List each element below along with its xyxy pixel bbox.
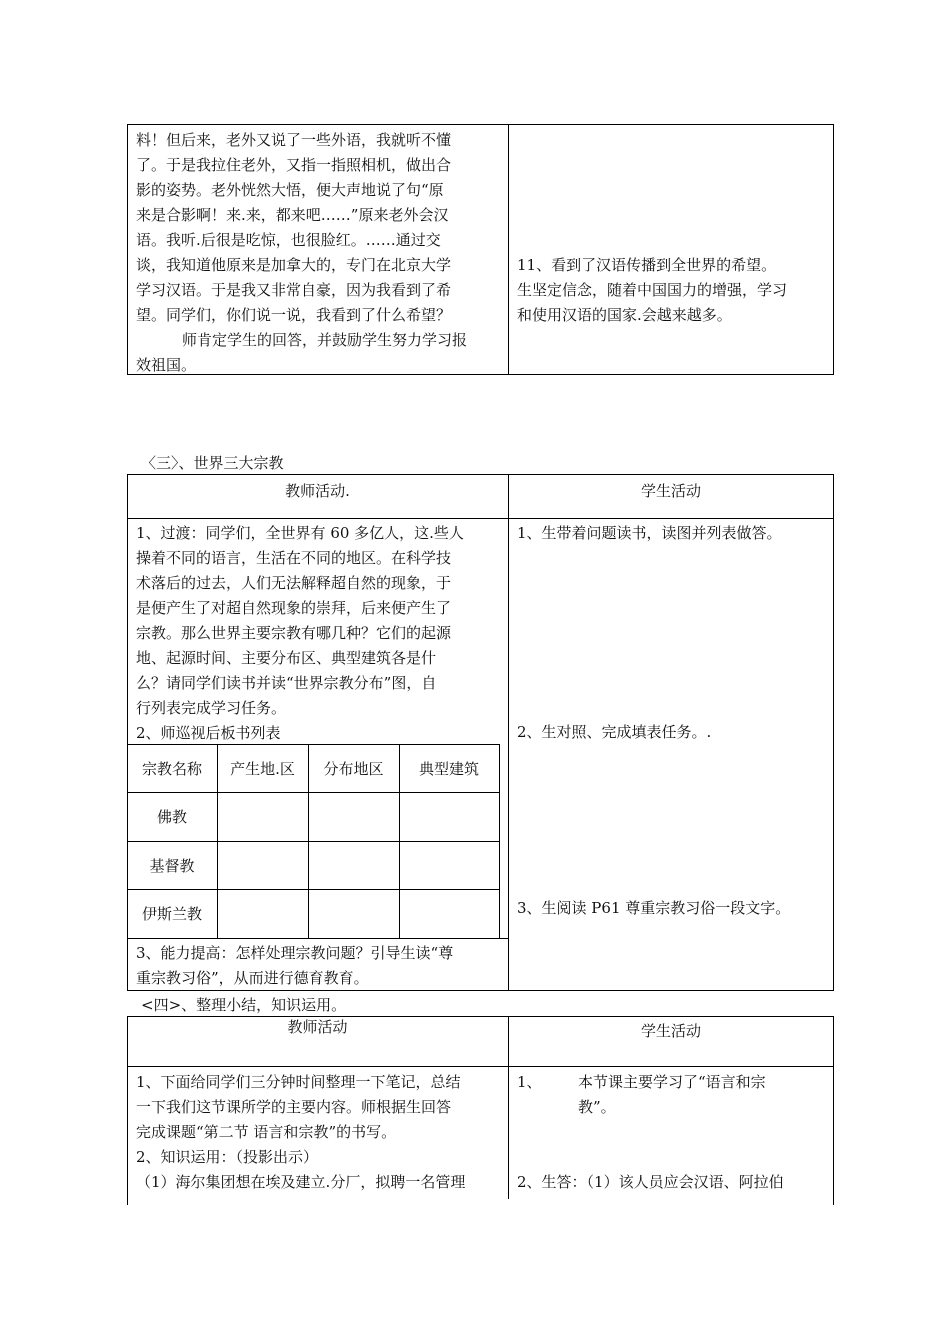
text-line: 望。同学们，你们说一说，我看到了什么希望？ bbox=[136, 306, 452, 324]
text-line: 本节课主要学习了“语言和宗 bbox=[578, 1073, 766, 1091]
religion-student-item-1: 1、生带着问题读书，读图并列表做答。 bbox=[517, 524, 782, 542]
teacher-activity-header: 教师活动. bbox=[285, 482, 350, 500]
text-line: 学习汉语。于是我又非常自豪，因为我看到了希 bbox=[136, 281, 452, 299]
summary-teacher-cell bbox=[136, 1070, 504, 1195]
text-line: 地、起源时间、主要分布区、典型建筑各是什 bbox=[136, 649, 437, 667]
text-line: 宗教。那么世界主要宗教有哪几种？它们的起源 bbox=[136, 624, 452, 642]
text-line: 谈，我知道他原来是加拿大的，专门在北京大学 bbox=[136, 256, 452, 274]
text-line: 生坚定信念，随着中国国力的增强，学习 bbox=[517, 281, 788, 299]
text-line: （1）海尔集团想在埃及建立.分厂，拟聘一名管理 bbox=[136, 1173, 466, 1191]
section3-heading: 〈三〉、世界三大宗教 bbox=[141, 454, 284, 472]
text-line: 是便产生了对超自然现象的崇拜，后来便产生了 bbox=[136, 599, 452, 617]
text-line: 1、下面给同学们三分钟时间整理一下笔记，总结 bbox=[136, 1073, 461, 1091]
religion-teacher-cell bbox=[136, 521, 504, 746]
text-line: 语。我听.后很是吃惊，也很脸红。……通过交 bbox=[136, 231, 441, 249]
inner-table-bottom bbox=[127, 938, 508, 939]
student-activity-header: 学生活动 bbox=[640, 482, 701, 500]
continuation-student-cell bbox=[517, 253, 829, 328]
inner-header-religion-name: 宗教名称 bbox=[141, 759, 202, 778]
text-line: 一下我们这节课所学的主要内容。师根据生回答 bbox=[136, 1098, 452, 1116]
religion-student-item-2: 2、生对照、完成填表任务。. bbox=[517, 723, 712, 741]
religion-table-divider bbox=[508, 474, 509, 991]
summary-teacher-header: 教师活动 bbox=[287, 1018, 348, 1036]
inner-header-architecture: 典型建筑 bbox=[418, 759, 479, 778]
text-line: 1、过渡：同学们，全世界有 60 多亿人，这.些人 bbox=[136, 524, 464, 542]
religion-table-header-rule bbox=[127, 518, 834, 519]
text-line: 影的姿势。老外恍然大悟，便大声地说了句“原 bbox=[136, 181, 444, 199]
inner-table-col-rule bbox=[499, 744, 500, 938]
text-line: 行列表完成学习任务。 bbox=[136, 699, 287, 717]
summary-student-item-1-number: 1、 bbox=[517, 1073, 542, 1091]
inner-header-origin: 产生地.区 bbox=[230, 759, 295, 778]
text-line: 2、师巡视后板书列表 bbox=[136, 724, 281, 742]
summary-student-item-1 bbox=[578, 1070, 830, 1120]
text-line: 么？请同学们读书并读“世界宗教分布”图，自 bbox=[136, 674, 437, 692]
text-line: 来是合影啊！来.来，都来吧……”原来老外会汉 bbox=[136, 206, 449, 224]
inner-row-christianity: 基督教 bbox=[149, 856, 195, 875]
text-line: 术落后的过去，人们无法解释超自然的现象，于 bbox=[136, 574, 452, 592]
text-line: 和使用汉语的国家.会越来越多。 bbox=[517, 306, 732, 324]
continuation-teacher-cell bbox=[136, 128, 504, 378]
religion-student-item-3: 3、生阅读 P61 尊重宗教习俗一段文字。 bbox=[517, 899, 791, 917]
text-line: 效祖国。 bbox=[136, 356, 197, 374]
summary-student-header: 学生活动 bbox=[640, 1022, 701, 1040]
text-line: 重宗教习俗”，从而进行德育教育。 bbox=[136, 969, 369, 987]
text-line: 师肯定学生的回答，并鼓励学生努力学习报 bbox=[182, 331, 468, 349]
text-line: 完成课题“第二节 语言和宗教”的书写。 bbox=[136, 1123, 397, 1141]
summary-student-item-2: 2、生答：（1）该人员应会汉语、阿拉伯 bbox=[517, 1173, 784, 1191]
religion-teacher-cell-after bbox=[136, 941, 504, 991]
summary-table-header-rule bbox=[127, 1066, 834, 1067]
text-line: 了。于是我拉住老外，又指一指照相机，做出合 bbox=[136, 156, 452, 174]
summary-table-divider bbox=[508, 1016, 509, 1199]
text-line: 教”。 bbox=[578, 1098, 616, 1116]
section4-heading: <四>、整理小结，知识运用。 bbox=[141, 996, 347, 1014]
continuation-table-divider bbox=[508, 124, 509, 375]
text-line: 11、看到了汉语传播到全世界的希望。 bbox=[517, 256, 777, 274]
text-line: 料！但后来，老外又说了一些外语，我就听不懂 bbox=[136, 131, 452, 149]
text-line: 2、知识运用：（投影出示） bbox=[136, 1148, 319, 1166]
inner-row-buddhism: 佛教 bbox=[156, 808, 187, 826]
text-line: 3、能力提高：怎样处理宗教问题？引导生读“尊 bbox=[136, 944, 454, 962]
inner-row-islam: 伊斯兰教 bbox=[141, 905, 202, 923]
inner-header-distribution: 分布地区 bbox=[323, 759, 384, 778]
text-line: 操着不同的语言，生活在不同的地区。在科学技 bbox=[136, 549, 452, 567]
